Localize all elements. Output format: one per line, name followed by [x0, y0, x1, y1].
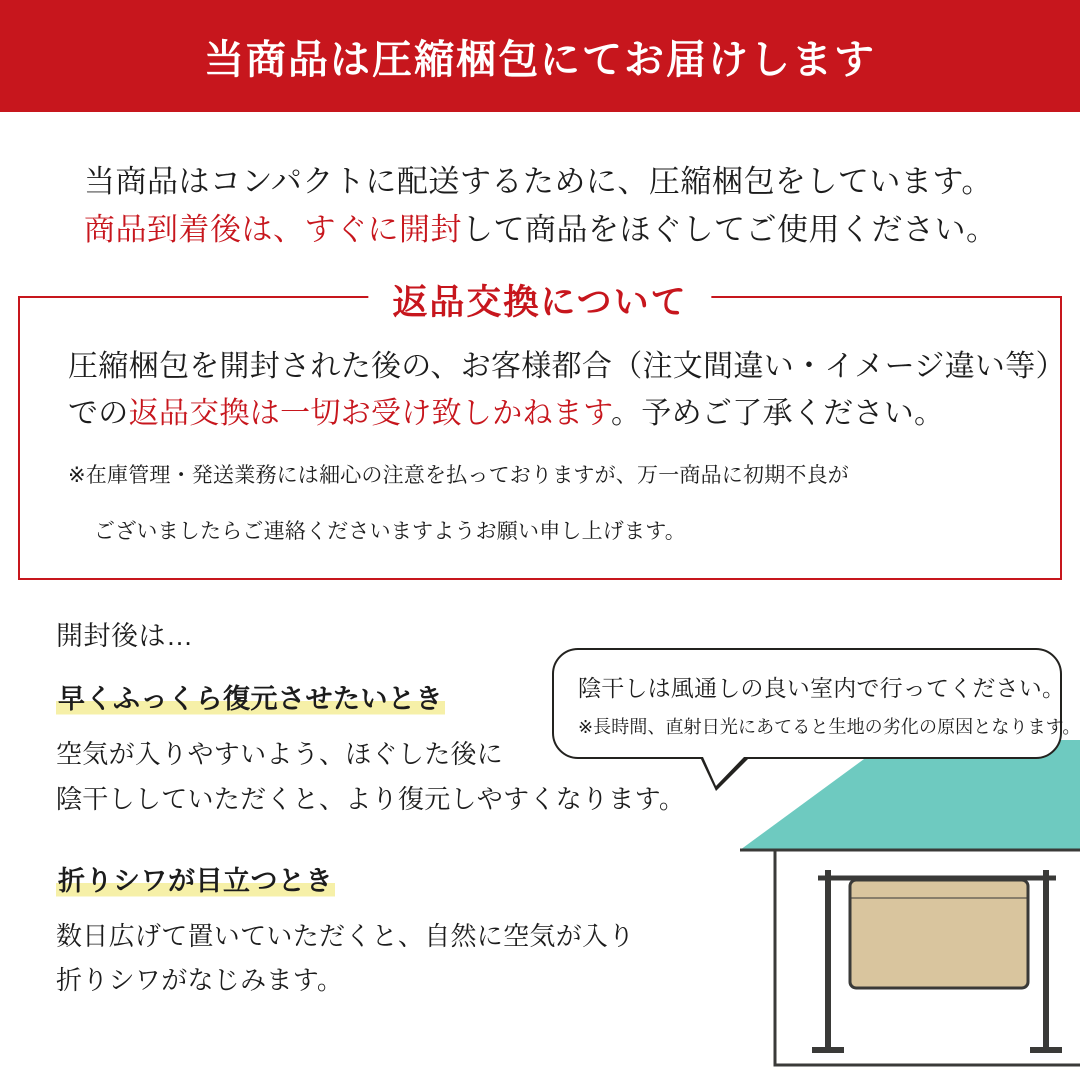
wrinkles-body-line-1: 数日広げて置いていただくと、自然に空気が入り [56, 920, 635, 951]
airing-tip-note-text: ※長時間、直射日光にあてると生地の劣化の原因となります。 [578, 717, 1080, 737]
return-line-1: 圧縮梱包を開封された後の、お客様都合（注文間違い・イメージ違い等） [68, 350, 1066, 384]
restore-quickly-body-line-1: 空気が入りやすいよう、ほぐした後に [56, 739, 504, 770]
intro-line-2-black: して商品をほぐしてご使用ください。 [462, 212, 998, 248]
bubble-tail-fill-icon [703, 757, 744, 786]
hanging-futon-icon [850, 880, 1028, 988]
return-line-2 [68, 391, 1020, 438]
return-line-2-red: 返品交換は一切お受け致しかねます [128, 396, 612, 430]
return-note-line-1: ※在庫管理・発送業務には細心の注意を払っておりますが、万一商品に初期不良が [68, 464, 849, 488]
airing-futon-illustration [560, 720, 1080, 1080]
restore-quickly-body-line-2: 陰干ししていただくと、より復元しやすくなります。 [56, 783, 686, 814]
intro-section [0, 112, 1080, 254]
after-open-label: 開封後は… [56, 621, 194, 652]
page-title: 当商品は圧縮梱包にてお届けします [204, 37, 876, 82]
airing-tip-bubble [552, 648, 1080, 759]
return-exchange-title: 返品交換について [368, 275, 711, 325]
wrinkles-heading: 折りシワが目立つとき [56, 859, 335, 898]
return-exchange-box [18, 283, 1066, 580]
wrinkles-body-line-2: 折りシワがなじみます。 [56, 965, 344, 996]
intro-line-2 [84, 206, 1008, 254]
restore-quickly-heading: 早くふっくら復元させたいとき [56, 677, 445, 716]
return-line-2-pre: での [68, 396, 129, 430]
intro-line-2-red: 商品到着後は、すぐに開封 [84, 212, 462, 248]
return-note-line-2: ございましたらご連絡くださいますようお願い申し上げます。 [94, 519, 686, 543]
airing-tip-main-text: 陰干しは風通しの良い室内で行ってください。 [578, 675, 1066, 701]
return-line-2-post: 。予めご了承ください。 [611, 396, 945, 430]
header-banner [0, 0, 1080, 112]
intro-line-1: 当商品はコンパクトに配送するために、圧縮梱包をしています。 [84, 164, 993, 199]
